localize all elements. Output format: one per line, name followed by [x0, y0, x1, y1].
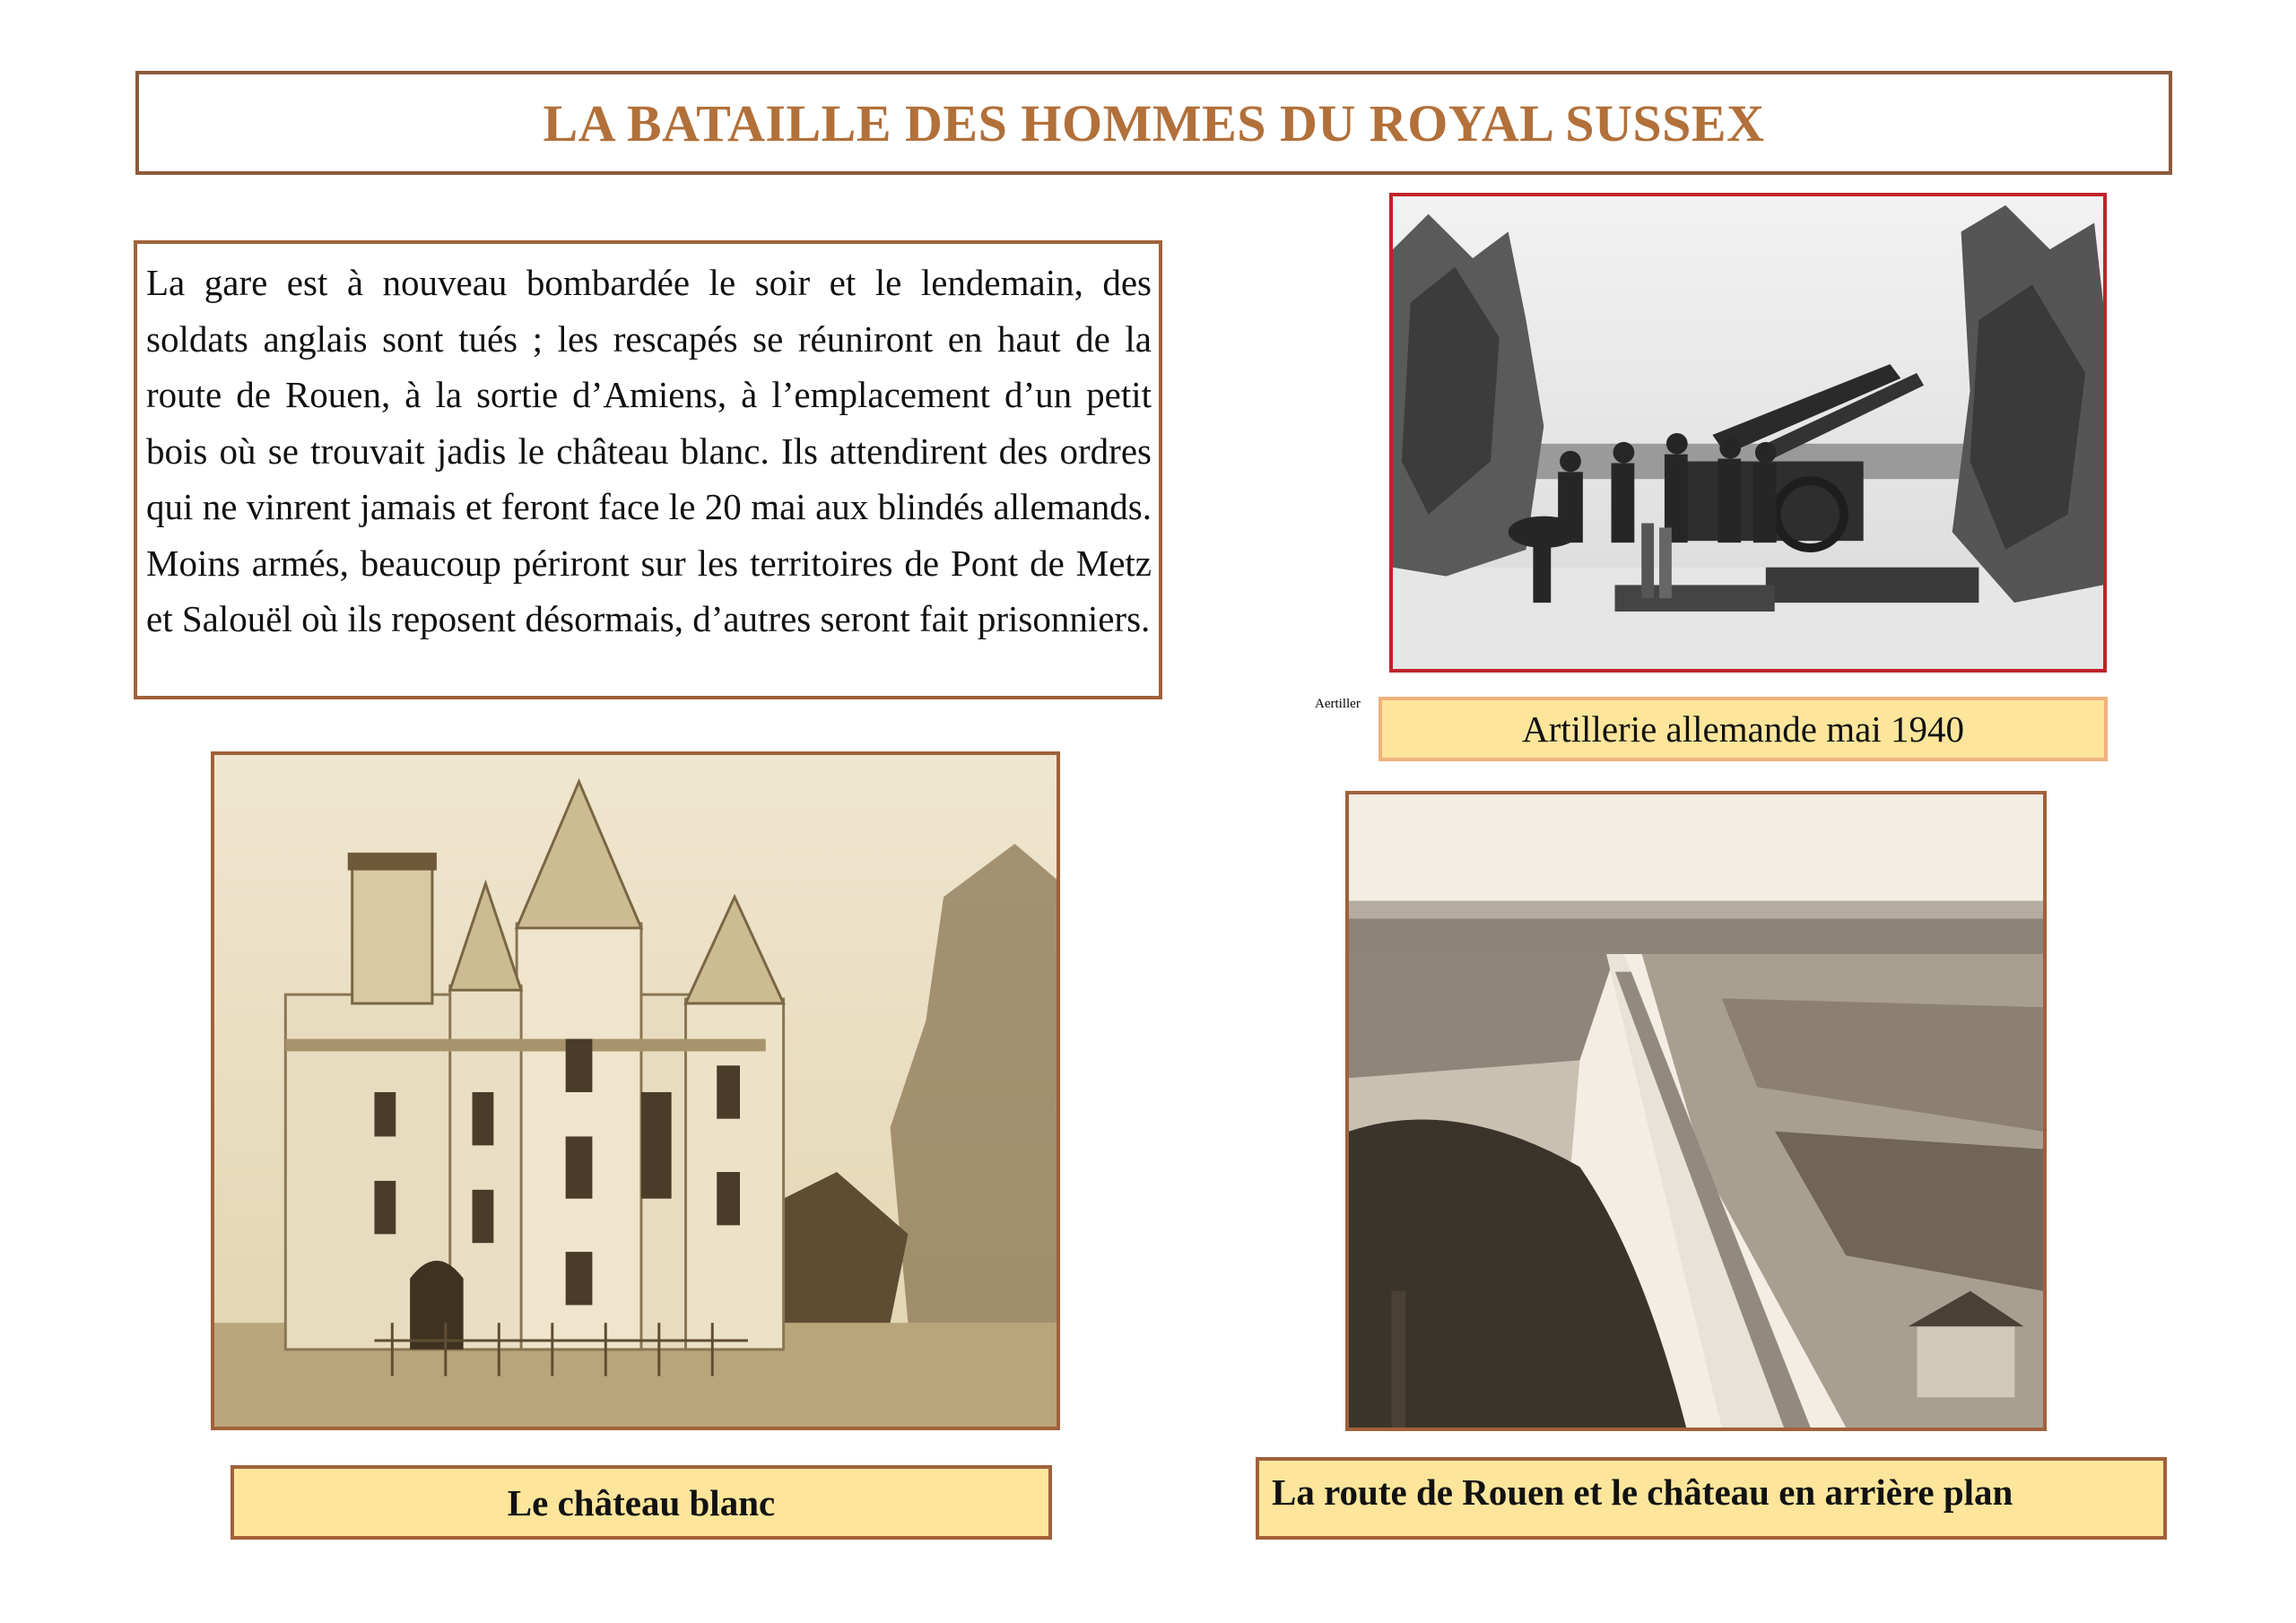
artillery-caption: Artillerie allemande mai 1940	[1378, 697, 2108, 761]
artillery-photo	[1389, 193, 2107, 673]
artillery-photo-image	[1393, 196, 2103, 669]
chateau-photo-image	[214, 755, 1057, 1427]
body-paragraph: La gare est à nouveau bombardée le soir et le lendemain, des soldats anglais sont tués ; les rescapés se réuniront en haut de la route de Rouen, à la sortie d’Amiens, à l’emplacement d’un petit bois où se trouvait jadis le château blanc. Ils attendirent des ordres qui ne vinrent jamais et feront face le 20 mai aux blindés allemands. Moins armés, beaucoup périront sur les territoires de Pont de Metz et Salouël où ils reposent désormais, d’autres seront fait prisonniers.	[146, 262, 1152, 639]
overlap-label: Aertiller	[1315, 697, 1361, 711]
text-box	[134, 240, 1162, 699]
page-title: LA BATAILLE DES HOMMES DU ROYAL SUSSEX	[543, 93, 1765, 152]
title-box	[135, 71, 2172, 175]
route-caption: La route de Rouen et le château en arrière plan	[1256, 1457, 2167, 1540]
chateau-photo	[211, 751, 1060, 1430]
chateau-caption: Le château blanc	[230, 1465, 1052, 1540]
route-photo	[1345, 791, 2047, 1431]
route-photo-image	[1349, 794, 2043, 1428]
